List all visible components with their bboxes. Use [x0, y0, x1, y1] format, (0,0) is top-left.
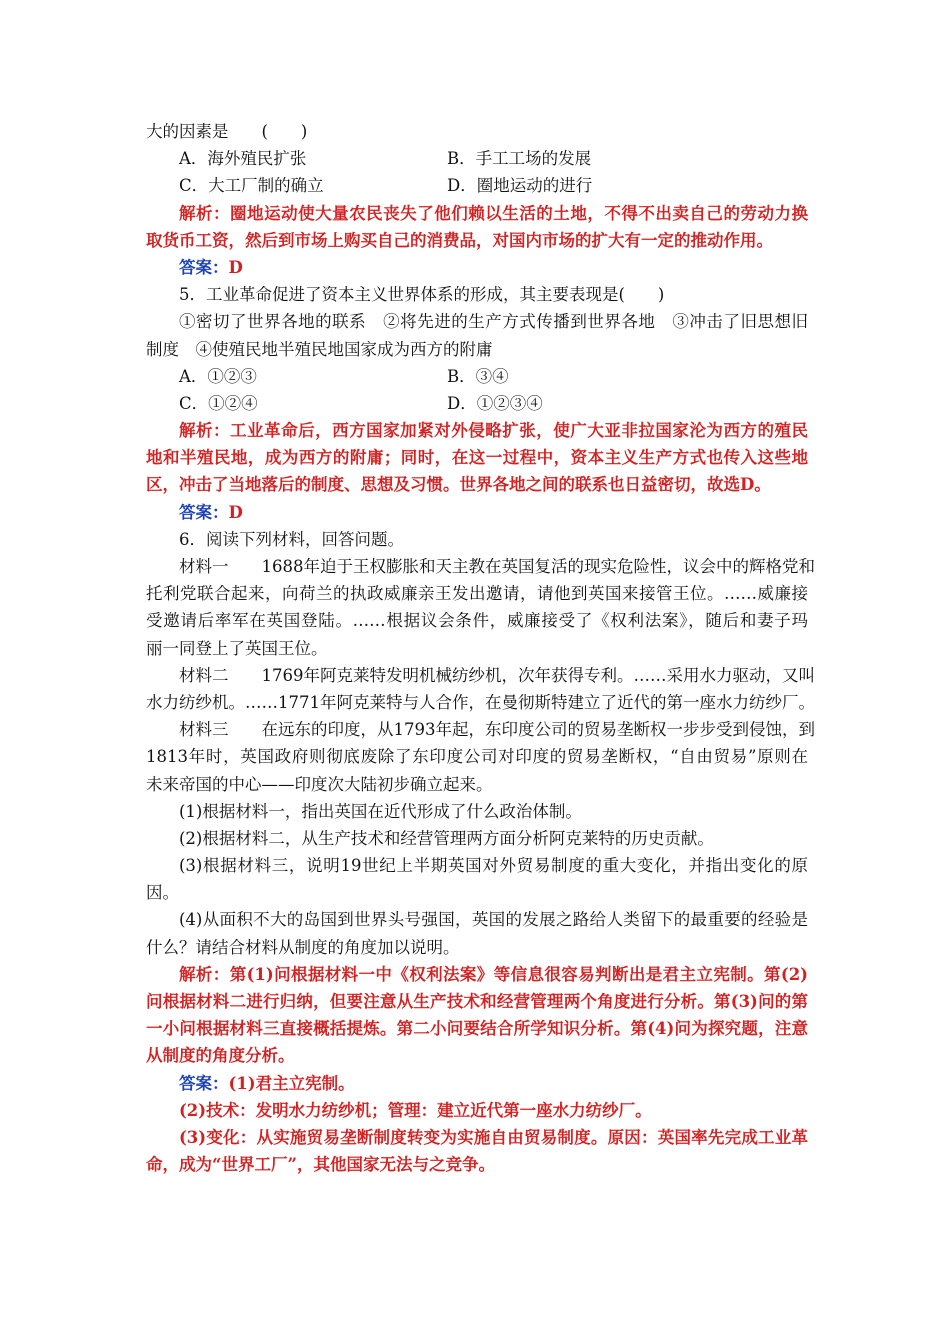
q6-analysis-line-2: 问根据材料二进行归纳，但要注意从生产技术和经营管理两个角度进行分析。第(3)问的第	[146, 992, 808, 1011]
q6-material1-line-2: 托利党联合起来，向荷兰的执政威廉亲王发出邀请，请他到英国来接管王位。……威廉接	[146, 584, 808, 604]
q6-stem: 6．阅读下列材料，回答问题。	[179, 529, 404, 549]
q5-option-b: B．③④	[447, 366, 509, 386]
page-content	[146, 118, 815, 1178]
q5-option-d: D．①②③④	[447, 393, 543, 413]
q4-answer-label: 答案：	[179, 257, 229, 277]
q4-options-row-2	[146, 172, 808, 199]
q6-question-3-line-1: (3)根据材料三，说明19世纪上半期英国对外贸易制度的重大变化，并指出变化的原	[179, 856, 808, 876]
q6-material2-line-1: 材料二 1769年阿克莱特发明机械纺纱机，次年获得专利。……采用水力驱动，又叫	[179, 665, 815, 685]
q4-analysis-label: 解析：	[179, 203, 231, 223]
q5-answer: 答案：D	[179, 502, 243, 522]
q4-analysis-line-2: 取货币工资，然后到市场上购买自己的消费品，对国内市场的扩大有一定的推动作用。	[146, 230, 773, 250]
q4-answer: 答案：D	[179, 257, 243, 277]
q5-options-row-1	[146, 363, 808, 390]
q4-option-b: B．手工工场的发展	[447, 149, 592, 169]
q4-option-d: D．圈地运动的进行	[447, 176, 593, 196]
q6-material1-line-4: 丽一同登上了英国王位。	[146, 638, 328, 658]
q5-analysis-line-2: 地和半殖民地，成为西方的附庸；同时，在这一过程中，资本主义生产方式也传入这些地	[146, 448, 808, 468]
q4-option-a: A．海外殖民扩张	[179, 149, 307, 169]
q6-material2-line-2: 水力纺纱机。……1771年阿克莱特与人合作，在曼彻斯特建立了近代的第一座水力纺纱厂。	[146, 692, 815, 712]
q5-answer-label: 答案：	[179, 502, 229, 522]
q6-answer-3-line-1: (3)变化：从实施贸易垄断制度转变为实施自由贸易制度。原因：英国率先完成工业革	[179, 1127, 808, 1147]
q6-analysis-line-1: 解析：第(1)问根据材料一中《权利法案》等信息很容易判断出是君主立宪制。第(2)	[179, 964, 808, 984]
q6-material1-line-1: 材料一 1688年迫于王权膨胀和天主教在英国复活的现实危险性，议会中的辉格党和	[179, 557, 815, 576]
q6-material1-line-3: 受邀请后率军在英国登陆。……根据议会条件，威廉接受了《权利法案》，随后和妻子玛	[146, 611, 808, 631]
q6-question-2: (2)根据材料二，从生产技术和经营管理两方面分析阿克莱特的历史贡献。	[179, 828, 714, 848]
q6-answer-1: 答案：(1)君主立宪制。	[179, 1073, 355, 1093]
q6-analysis-label: 解析：	[179, 964, 230, 984]
q6-material3-line-1: 材料三 在远东的印度，从1793年起，东印度公司的贸易垄断权一步步受到侵蚀，到	[179, 720, 815, 740]
q4-option-c: C．大工厂制的确立	[179, 176, 324, 196]
q5-items-line-2: 制度 ④使殖民地半殖民地国家成为西方的附庸	[146, 339, 493, 359]
q5-option-a: A．①②③	[179, 366, 257, 386]
q6-question-4-line-1: (4)从面积不大的岛国到世界头号强国，英国的发展之路给人类留下的最重要的经验是	[179, 910, 808, 930]
q4-options-row-1	[146, 145, 808, 172]
q6-question-1: (1)根据材料一，指出英国在近代形成了什么政治体制。	[179, 801, 582, 821]
q4-analysis-line-1: 解析：圈地运动使大量农民丧失了他们赖以生活的土地，不得不出卖自己的劳动力换	[179, 203, 809, 223]
q6-material3-line-2: 1813年时，英国政府则彻底废除了东印度公司对印度的贸易垄断权，“自由贸易”原则在	[146, 747, 808, 767]
q6-answer-2: (2)技术：发明水力纺纱机；管理：建立近代第一座水力纺纱厂。	[179, 1100, 652, 1120]
q5-analysis-label: 解析：	[179, 421, 231, 441]
q6-answer-3-line-2: 命，成为“世界工厂”，其他国家无法与之竞争。	[146, 1155, 495, 1175]
q4-stem-tail: 大的因素是 ( )	[146, 122, 308, 141]
q6-analysis-line-3: 一小问根据材料三直接概括提炼。第二小问要结合所学知识分析。第(4)问为探究题，注意	[146, 1019, 808, 1039]
q5-stem: 5．工业革命促进了资本主义世界体系的形成，其主要表现是( )	[179, 285, 665, 305]
q5-option-c: C．①②④	[179, 393, 258, 413]
q5-analysis-line-1: 解析：工业革命后，西方国家加紧对外侵略扩张，使广大亚非拉国家沦为西方的殖民	[179, 421, 809, 441]
q5-analysis-line-3: 区，冲击了当地落后的制度、思想及习惯。世界各地之间的联系也日益密切，故选D。	[146, 475, 771, 495]
q6-analysis-line-4: 从制度的角度分析。	[146, 1046, 295, 1066]
q6-question-4-line-2: 什么？请结合材料从制度的角度加以说明。	[146, 937, 460, 957]
q6-answer-label: 答案：	[179, 1073, 229, 1093]
q5-items-line-1: ①密切了世界各地的联系 ②将先进的生产方式传播到世界各地 ③冲击了旧思想旧	[179, 312, 808, 332]
q6-material3-line-3: 未来帝国的中心——印度次大陆初步确立起来。	[146, 774, 493, 794]
q6-question-3-line-2: 因。	[146, 883, 179, 903]
q5-options-row-2	[146, 390, 808, 417]
